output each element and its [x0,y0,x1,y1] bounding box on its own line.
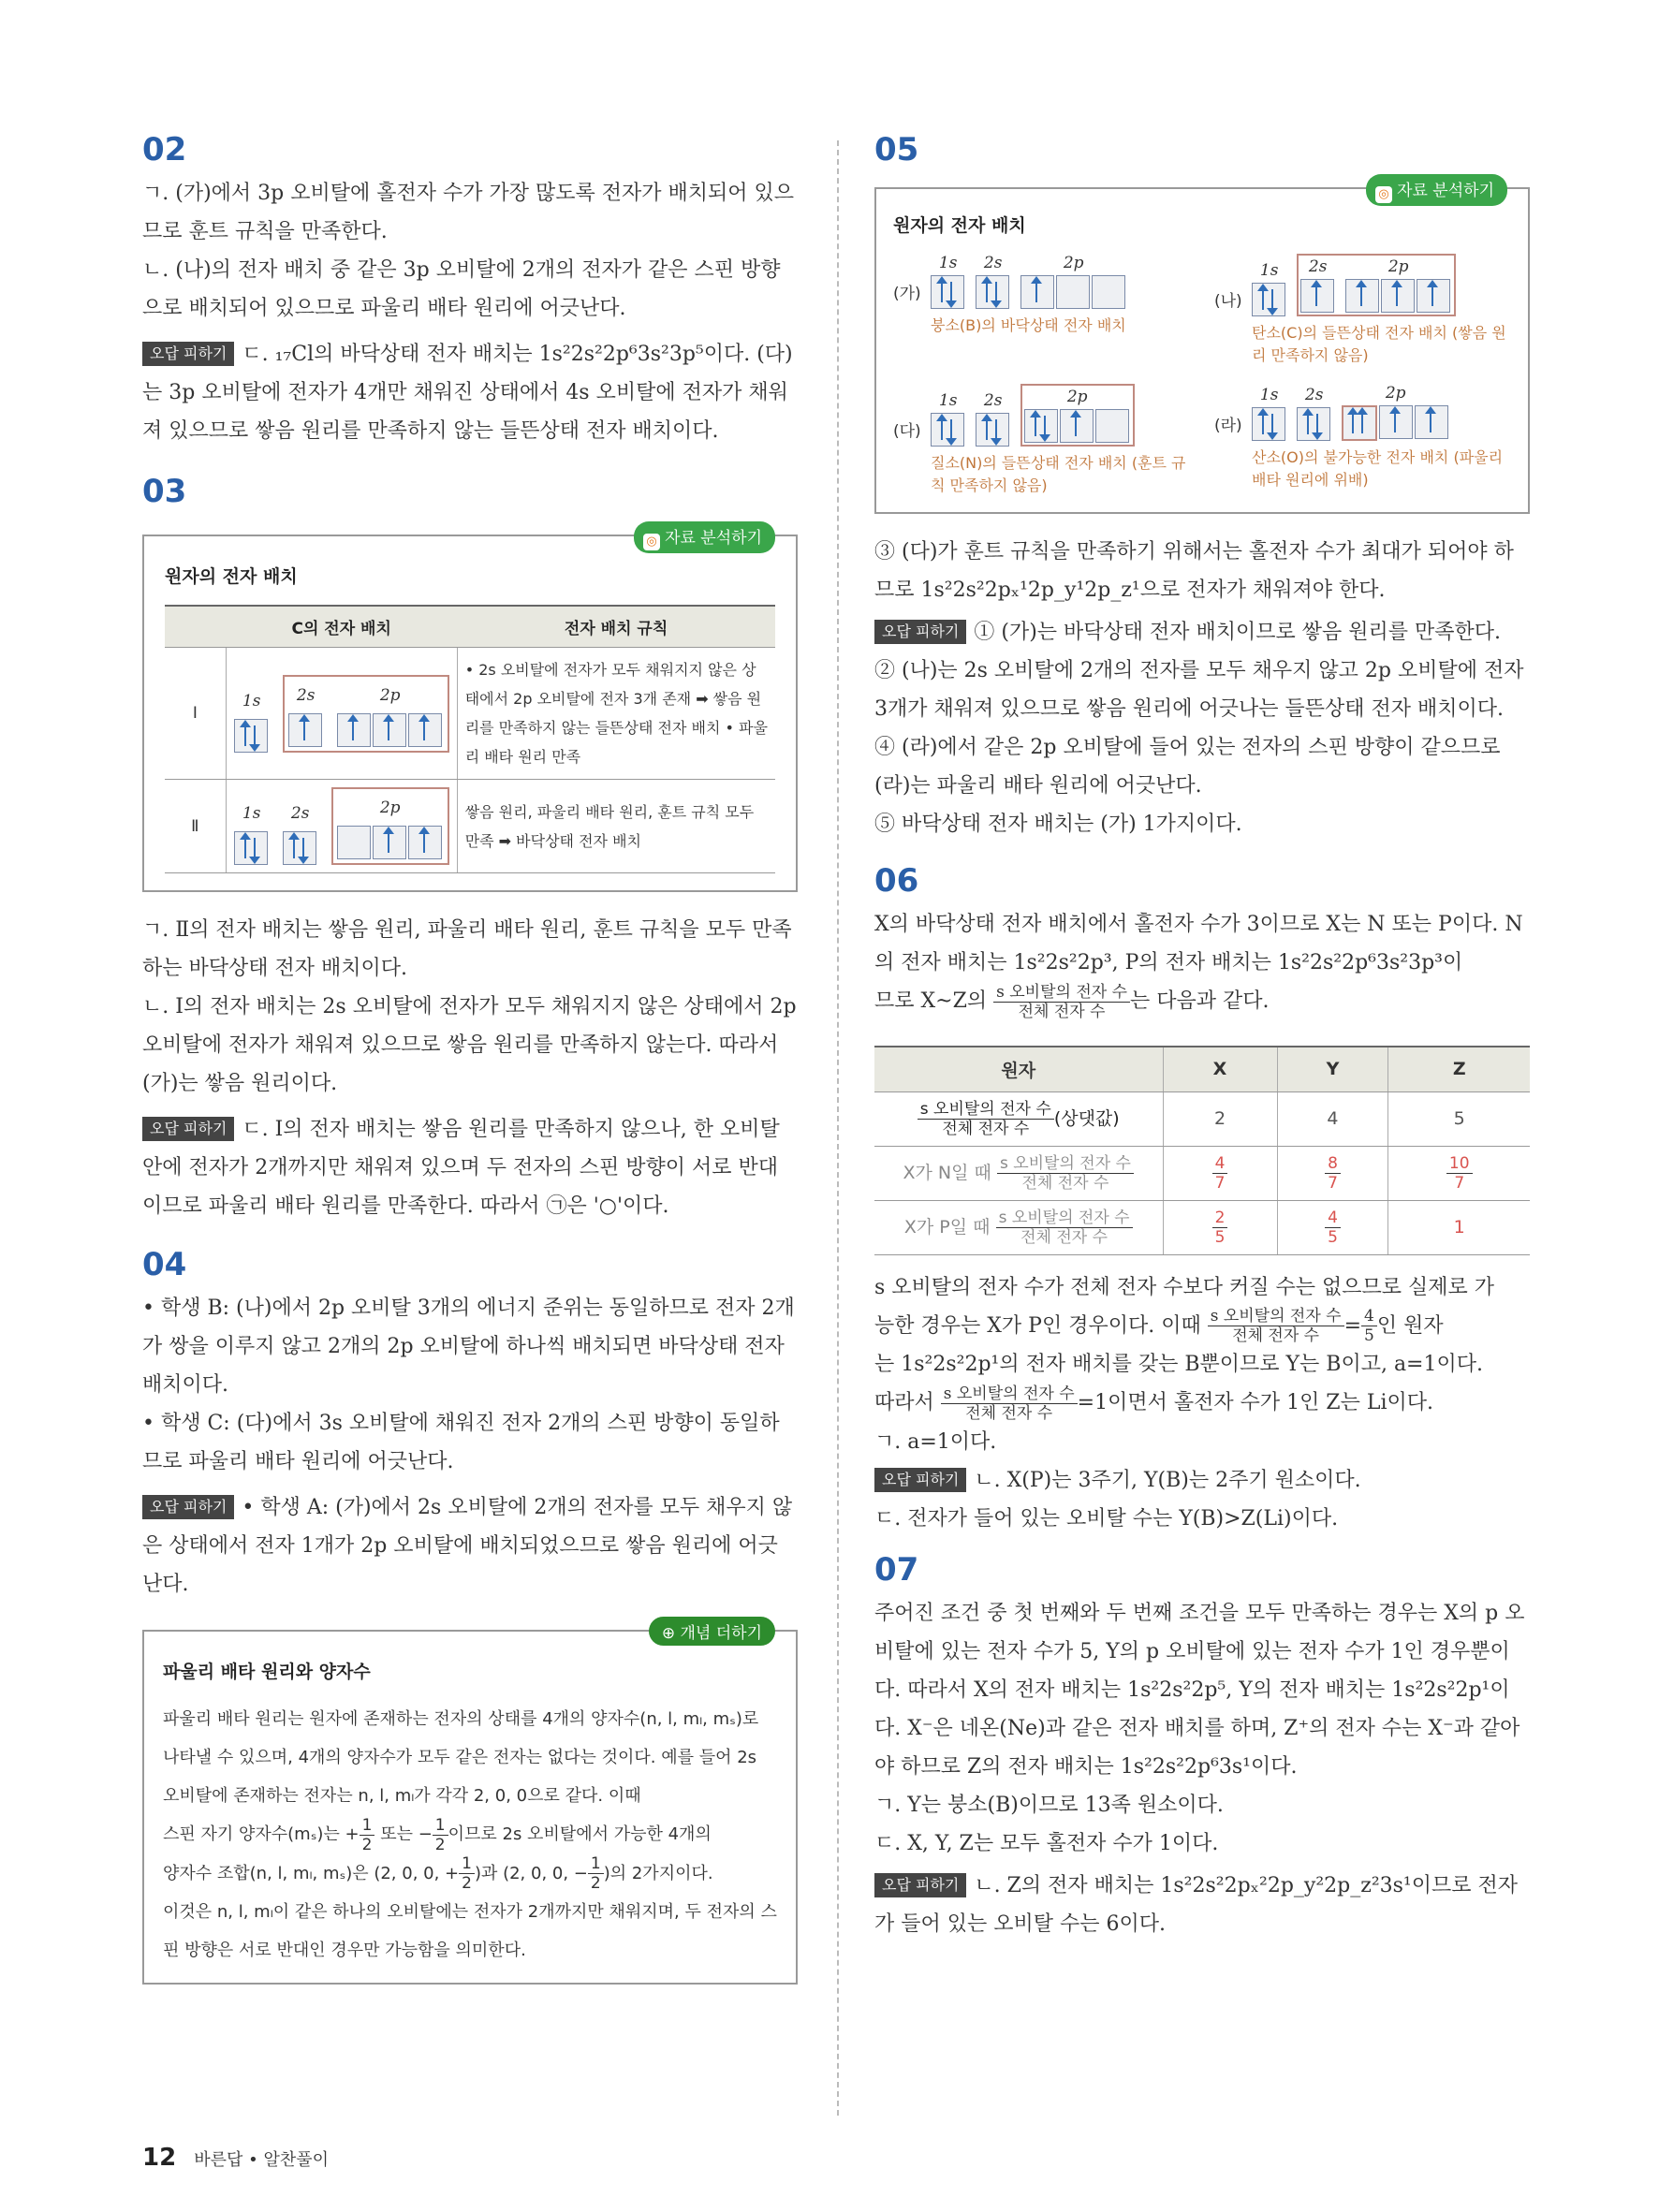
wrong-answer-badge: 오답 피하기 [874,1468,966,1492]
q03-para-3: ㄷ. Ⅰ의 전자 배치는 쌓음 원리를 만족하지 않으나, 한 오비탈 안에 전자가 2개까지만 채워져 있으며 두 전자의 스핀 방향이 서로 반대이므로 파울리 배타 원리를 만족한다. 따라서 ㉠은 '○'이다. [142,1118,780,1218]
q05-para-4: ④ (라)에서 같은 2p 오비탈에 들어 있는 전자의 스핀 방향이 같으므로 (라)는 파울리 배타 원리에 어긋난다. [874,736,1501,798]
table-row: X가 N일 때 s 오비탈의 전자 수 전체 전자 수 $\frac{4}{7}$ $\frac{8}{7}$ $\frac{10}{7}$ [874,1146,1530,1200]
q06-para-5: 는 1s²2s²2p¹의 전자 배치를 갖는 B뿐이므로 Y는 B이고, a=1이다. [874,1353,1483,1376]
question-number-07: 07 [874,1550,919,1589]
concept-title: 파울리 배타 원리와 양자수 [163,1662,371,1682]
table-header: Y [1277,1047,1388,1092]
q03-para-1: ㄱ. Ⅱ의 전자 배치는 쌓음 원리, 파울리 배타 원리, 훈트 규칙을 모두 만족하는 바닥상태 전자 배치이다. [142,918,792,980]
table-header: X [1163,1047,1277,1092]
q06-para-6: 따라서 s 오비탈의 전자 수 전체 전자 수 =1이면서 홀전자 수가 1인 Z는 Li이다. [874,1384,1433,1423]
analysis-pill: ◎ 자료 분석하기 [634,521,775,553]
concept-pill: ⊕ 개념 더하기 [649,1617,775,1646]
q07-para-1: 주어진 조건 중 첫 번째와 두 번째 조건을 모두 만족하는 경우는 X의 p 오비탈에 있는 전자 수가 5, Y의 p 오비탈에 있는 전자 수가 1인 경우뿐이다. 따라서 X의 전자 배치는 1s²2s²2p⁵, Y의 전자 배치는 1s²2s²2p¹이다. X⁻은 네온(Ne)과 같은 전자 배치를 하며, Z⁺의 전자 수는 X⁻과 같아야 하므로 Z의 전자 배치는 1s²2s²2p⁶3s¹이다. [874,1601,1525,1779]
question-number-04: 04 [142,1246,187,1283]
wrong-answer-badge: 오답 피하기 [142,342,234,366]
wrong-answer-badge: 오답 피하기 [142,1117,234,1141]
q06-para-1: X의 바닥상태 전자 배치에서 홀전자 수가 3이므로 X는 N 또는 P이다. N의 전자 배치는 1s²2s²2p³, P의 전자 배치는 1s²2s²2p⁶3s²3p³이 [874,913,1523,974]
concept-text-1: 파울리 배타 원리는 원자에 존재하는 전자의 상태를 4개의 양자수(n, l, mₗ, mₛ)로 나타낼 수 있으며, 4개의 양자수가 모두 같은 전자는 없다는 것이다. 예를 들어 2s 오비탈에 존재하는 전자는 n, l, mₗ가 각각 2, 0, 0으로 같다. 이때 [163,1709,759,1806]
concept-text-3: 양자수 조합(n, l, mₗ, mₛ)은 (2, 0, 0, + $\frac{1}{2}$ )과 (2, 0, 0, − $\frac{1}{2}$ )의 2가지이다. [163,1854,713,1893]
q07-para-3: ㄷ. X, Y, Z는 모두 홀전자 수가 1이다. [874,1831,1219,1855]
q02-para-1: ㄱ. (가)에서 3p 오비탈에 홀전자 수가 가장 많도록 전자가 배치되어 있으므로 훈트 규칙을 만족한다. [142,182,794,243]
q06-para-8: ㄴ. X(P)는 3주기, Y(B)는 2주기 원소이다. [974,1468,1361,1492]
q04-para-2: • 학생 C: (다)에서 3s 오비탈에 채워진 전자 2개의 스핀 방향이 동일하므로 파울리 배타 원리에 어긋난다. [142,1412,780,1473]
config-ga: (가) 1s 2s 2p 붕소(B)의 바닥상태 전자 배치 [893,254,1126,334]
question-number-02: 02 [142,131,187,168]
row-label: Ⅰ [165,648,226,780]
concept-box [142,1624,798,1985]
question-number-06: 06 [874,862,919,900]
question-number-05: 05 [874,131,919,168]
concept-text-2: 스핀 자기 양자수(mₛ)는 + $\frac{1}{2}$ 또는 − $\frac{1}{2}$ 이므로 2s 오비탈에서 가능한 4개의 [163,1815,712,1854]
q02-para-2: ㄴ. (나)의 전자 배치 중 같은 3p 오비탈에 2개의 전자가 같은 스핀 방향으로 배치되어 있으므로 파울리 배타 원리에 어긋난다. [142,258,781,320]
q07-para-4: ㄴ. Z의 전자 배치는 1s²2s²2pₓ²2p_y²2p_z²3s¹이므로 전자가 들어 있는 오비탈 수는 6이다. [874,1873,1519,1936]
wrong-answer-badge: 오답 피하기 [874,620,966,644]
box-title: 원자의 전자 배치 [893,215,1026,236]
q05-para-5: ⑤ 바닥상태 전자 배치는 (가) 1가지이다. [874,813,1242,836]
table-row: X가 P일 때 s 오비탈의 전자 수 전체 전자 수 $\frac{2}{5}$ $\frac{4}{5}$ 1 [874,1200,1530,1254]
q05-analysis-box [874,182,1530,514]
q04-para-3: • 학생 A: (가)에서 2s 오비탈에 2개의 전자를 모두 채우지 않은 상태에서 전자 1개가 2p 오비탈에 배치되었으므로 쌓음 원리에 어긋난다. [142,1496,793,1596]
q05-para-2: ① (가)는 바닥상태 전자 배치이므로 쌓음 원리를 만족한다. [974,621,1502,644]
row-label: Ⅱ [165,780,226,873]
analysis-icon: ◎ [1375,186,1392,203]
config-rule-table [165,605,775,873]
right-column [874,131,1530,1943]
orbital-diagram-2: 1s 2s 2p [226,780,457,873]
box-title: 원자의 전자 배치 [165,566,298,587]
rule-text: • 2s 오비탈에 전자가 모두 채워지지 않은 상태에서 2p 오비탈에 전자 3개 존재 ➡ 쌓음 원리를 만족하지 않는 들뜬상태 전자 배치 • 파울리 배타 원리 만족 [457,648,775,780]
table-header: C의 전자 배치 [226,606,457,648]
table-header: 전자 배치 규칙 [457,606,775,648]
table-header: 원자 [874,1047,1163,1092]
q02-para-3: ㄷ. ₁₇Cl의 바닥상태 전자 배치는 1s²2s²2p⁶3s²3p⁵이다. (다)는 3p 오비탈에 전자가 4개만 채워진 상태에서 4s 오비탈에 전자가 채워져 있으므로 쌓음 원리를 만족하지 않는 들뜬상태 전자 배치이다. [142,343,793,443]
q03-analysis-box [142,529,798,892]
left-column [142,131,798,1985]
question-number-03: 03 [142,473,187,510]
q05-para-3: ② (나)는 2s 오비탈에 2개의 전자를 모두 채우지 않고 2p 오비탈에 전자 3개가 채워져 있으므로 쌓음 원리에 어긋나는 들뜬상태 전자 배치이다. [874,659,1524,721]
wrong-answer-badge: 오답 피하기 [874,1873,966,1897]
q05-para-1: ③ (다)가 훈트 규칙을 만족하기 위해서는 홀전자 수가 최대가 되어야 하므로 1s²2s²2pₓ¹2p_y¹2p_z¹으로 전자가 채워져야 한다. [874,540,1514,602]
rule-text: 쌓음 원리, 파울리 배타 원리, 훈트 규칙 모두 만족 ➡ 바닥상태 전자 배치 [457,780,775,873]
q04-para-1: • 학생 B: (나)에서 2p 오비탈 3개의 에너지 준위는 동일하므로 전자 2개가 쌍을 이루지 않고 2개의 2p 오비탈에 하나씩 배치되면 바닥상태 전자 배치이다. [142,1296,795,1397]
footer-label: 바른답 • 알찬풀이 [194,2150,330,2170]
analysis-pill: ◎ 자료 분석하기 [1366,174,1507,206]
q06-para-9: ㄷ. 전자가 들어 있는 오비탈 수는 Y(B)>Z(Li)이다. [874,1506,1339,1531]
column-divider [837,140,839,2116]
q03-para-2: ㄴ. Ⅰ의 전자 배치는 2s 오비탈에 전자가 모두 채워지지 않은 상태에서 2p 오비탈에 전자가 채워져 있으므로 쌓음 원리를 만족하지 않는다. 따라서 (가)는 쌓음 원리이다. [142,995,797,1095]
table-row: s 오비탈의 전자 수 전체 전자 수 (상댓값) 2 4 5 [874,1091,1530,1146]
config-ra: (라) 1s 2s 2p 산소(O)의 불가능한 전자 배치 (파울리 배타 원리에 위배) [1214,384,1504,489]
q06-para-2: 므로 X~Z의 s 오비탈의 전자 수 전체 전자 수 는 다음과 같다. [874,982,1270,1021]
config-da: (다) 1s 2s 2p 질소(N)의 들뜬상태 전자 배치 (훈트 규칙 만족하지 않음) [893,384,1190,497]
config-na: (나) 1s 2s 2p 탄소(C)의 들뜬상태 전자 배치 (쌓음 원리 만족하지 않음) [1214,254,1511,367]
table-header: Z [1388,1047,1530,1092]
wrong-answer-badge: 오답 피하기 [142,1495,234,1519]
q06-para-3: s 오비탈의 전자 수가 전체 전자 수보다 커질 수는 없으므로 실제로 가 [874,1275,1495,1299]
table-row [165,780,775,873]
orbital-diagram-1: 1s 2s 2p [226,648,457,780]
concept-text-4: 이것은 n, l, mₗ이 같은 하나의 오비탈에는 전자가 2개까지만 채워지며, 두 전자의 스핀 방향은 서로 반대인 경우만 가능함을 의미한다. [163,1902,777,1960]
ratio-table [874,1046,1530,1255]
q06-para-4: 능한 경우는 X가 P인 경우이다. 이때 s 오비탈의 전자 수 전체 전자 수 = $\frac{4}{5}$ 인 원자 [874,1307,1444,1345]
analysis-icon: ◎ [643,534,660,550]
q07-para-2: ㄱ. Y는 붕소(B)이므로 13족 원소이다. [874,1793,1224,1817]
table-row [165,648,775,780]
page-footer [142,2144,329,2172]
page-number: 12 [142,2144,177,2172]
q06-para-7: ㄱ. a=1이다. [874,1429,997,1454]
